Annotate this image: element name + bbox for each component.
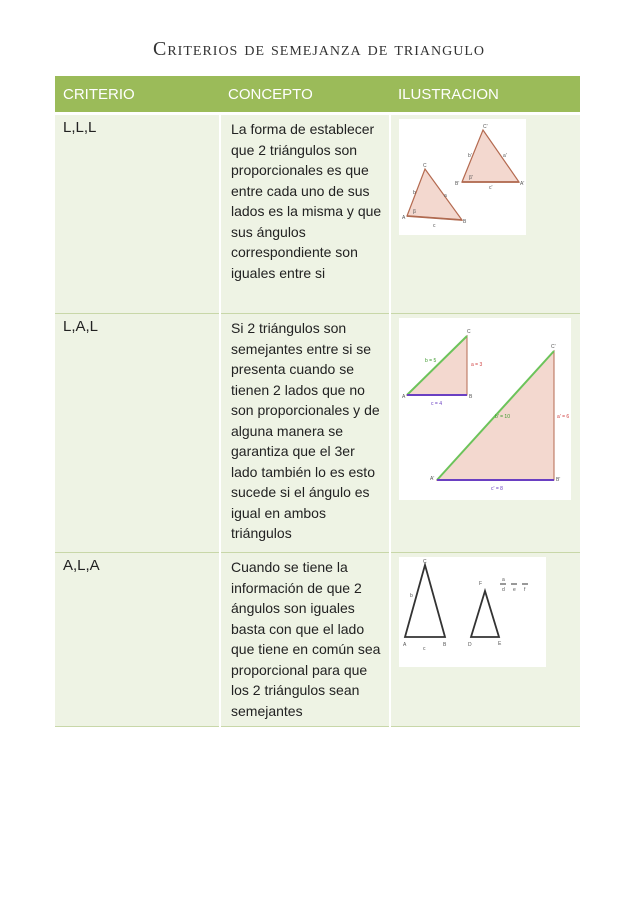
label-c2: c' <box>489 185 493 191</box>
label-A: A <box>402 215 406 221</box>
label-a: a <box>502 577 505 583</box>
header-row <box>55 76 580 114</box>
label-C2: C' <box>483 124 488 130</box>
label-b10: b' = 10 <box>495 414 510 420</box>
label-B: B <box>463 219 467 225</box>
label-A: A <box>402 394 406 400</box>
label-A: A <box>403 642 407 648</box>
label-d: d <box>502 587 505 593</box>
criteria-table <box>55 76 580 727</box>
label-f: f <box>524 587 526 593</box>
ala-triangles-figure <box>399 557 546 667</box>
label-c: c <box>433 223 436 229</box>
label-F: F <box>479 581 483 587</box>
small-outline-triangle <box>471 591 499 637</box>
label-C: C <box>467 329 471 335</box>
table-row-ala <box>55 553 580 727</box>
label-a2: a' <box>503 153 507 159</box>
label-a: a <box>444 193 447 199</box>
label-b: b <box>413 190 416 196</box>
header-ilustracion: ILUSTRACION <box>390 76 580 114</box>
criterion-cell: L,A,L <box>55 314 220 553</box>
illustration-cell <box>390 314 580 553</box>
table-row-lll <box>55 114 580 314</box>
label-e: e <box>513 587 516 593</box>
label-E: E <box>498 641 502 647</box>
lal-triangles-figure <box>399 318 571 500</box>
label-B2: B' <box>556 477 561 483</box>
illustration-cell <box>390 553 580 727</box>
concept-cell: La forma de establecer que 2 triángulos son proporcionales es que entre cada uno de sus lados es la misma y que sus ángulos correspondiente son iguales entre si <box>220 114 390 314</box>
lll-triangles-figure <box>399 119 526 235</box>
label-c4: c = 4 <box>431 401 442 407</box>
header-criterio: CRITERIO <box>55 76 220 114</box>
label-b: b <box>410 593 413 599</box>
label-a6: a' = 6 <box>557 414 570 420</box>
label-B: B <box>469 394 473 400</box>
criterion-cell: L,L,L <box>55 114 220 314</box>
criterion-cell: A,L,A <box>55 553 220 727</box>
label-A2: A' <box>430 476 435 482</box>
illustration-cell <box>390 114 580 314</box>
concept-cell: Si 2 triángulos son semejantes entre si se presenta cuando se tienen 2 lados que no son proporcionales y de alguna manera se garantiza que el 3er lado también lo es esto sucede si el ángulo es igual en ambos triángulos <box>220 314 390 553</box>
label-beta2: β' <box>469 175 473 181</box>
label-B2: B' <box>455 181 460 187</box>
label-a3: a = 3 <box>471 362 483 368</box>
label-A2: A' <box>520 181 525 187</box>
page-title: Criterios de semejanza de triangulo <box>153 38 485 60</box>
table-row-lal <box>55 314 580 553</box>
label-c: c <box>423 646 426 652</box>
label-D: D <box>468 642 472 648</box>
label-b5: b = 5 <box>425 358 437 364</box>
label-beta: β <box>413 209 416 215</box>
label-C: C <box>423 559 427 565</box>
label-b2: b' <box>468 153 472 159</box>
label-c8: c' = 8 <box>491 486 503 492</box>
header-concepto: CONCEPTO <box>220 76 390 114</box>
label-B: B <box>443 642 447 648</box>
large-outline-triangle <box>405 565 445 637</box>
label-C: C <box>423 163 427 169</box>
label-C2: C' <box>551 344 556 350</box>
concept-cell: Cuando se tiene la información de que 2 ángulos son iguales basta con que el lado que tiene en común sea proporcional para que los 2 triángulos sean semejantes <box>220 553 390 727</box>
